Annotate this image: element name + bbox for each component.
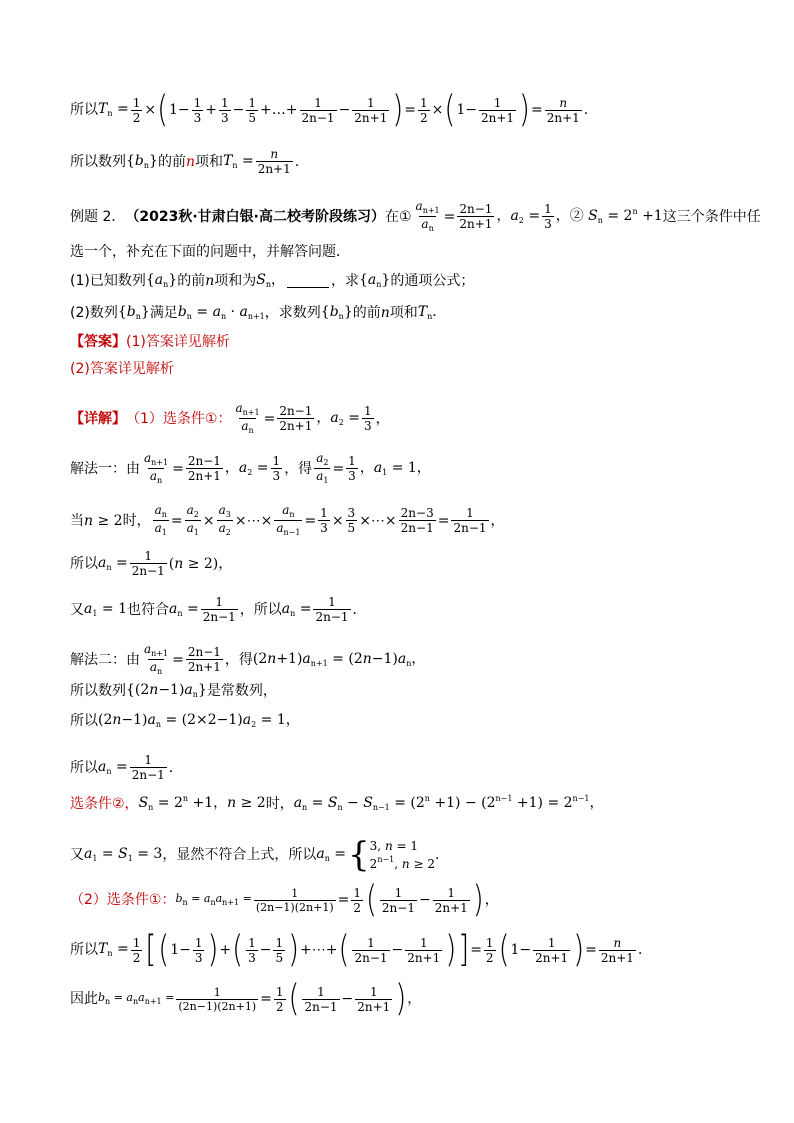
q2-e: 项和 — [389, 305, 418, 321]
so: 所以 — [70, 713, 98, 729]
fraction: $\frac{1}{2n+1}$ — [480, 95, 515, 125]
math-op: = — [437, 512, 450, 529]
const-seq-b: 是常数列， — [206, 683, 277, 699]
seq-an: $\{a_n\}$ — [145, 272, 178, 289]
fraction: $\frac{1}{2}$ — [132, 935, 141, 965]
fraction: $\frac{1}{2}$ — [420, 95, 428, 125]
math-op: × — [331, 512, 344, 529]
so: 所以 — [70, 942, 98, 958]
fraction: $\frac{1}{3}$ — [364, 404, 372, 433]
answer-2: (2)答案详见解析 — [70, 361, 174, 377]
fraction: $\frac{3}{5}$ — [347, 506, 356, 535]
fraction: $\frac{a_3}{a_2}$ — [218, 503, 231, 537]
math-an: $a_n$ = — [169, 600, 199, 618]
math-term: 1− — [169, 102, 190, 118]
fraction: $\frac{1}{2n+1}$ — [535, 935, 569, 965]
var-n: n — [205, 273, 215, 289]
math-term: 1− — [456, 102, 477, 118]
fraction: $\frac{n}{2n+1}$ — [257, 147, 291, 176]
q2-c: ，求数列 — [264, 305, 321, 321]
method-1-line — [70, 452, 734, 485]
math-op: − — [338, 102, 351, 118]
paren-left: ( — [338, 927, 350, 971]
seq-bn: $\{b_n\}$ — [320, 304, 353, 321]
so: 所以 — [70, 555, 98, 572]
fraction: $\frac{1}{3}$ — [320, 506, 328, 535]
result-line-3 — [70, 754, 734, 781]
math-op: = — [172, 460, 184, 477]
math-op: − — [259, 942, 272, 958]
text-n: n — [185, 153, 195, 170]
math-bn: $b_n = a_na_{n+1}$ = — [175, 892, 252, 907]
fraction: $\frac{2n-1}{2n+1}$ — [187, 454, 221, 483]
fraction: $\frac{1}{2n-1}$ — [301, 95, 335, 125]
bracket-left: [ — [145, 927, 157, 971]
fraction: $\frac{1}{5}$ — [248, 95, 257, 125]
q1-d: ，求 — [330, 273, 359, 289]
fraction: $\frac{1}{2}$ — [132, 95, 141, 125]
comma: ， — [490, 512, 505, 529]
question-2 — [70, 305, 734, 321]
fraction: $\frac{1}{(2n-1)(2n+1)}$ — [178, 985, 257, 1013]
fraction: $\frac{1}{2n-1}$ — [131, 753, 165, 782]
period: . — [294, 153, 300, 170]
answer-label: 【答案】 — [70, 334, 126, 350]
result-line-2 — [70, 596, 734, 623]
period: . — [583, 102, 589, 118]
cond2-not: ，显然不符合上式，所以 — [162, 847, 317, 863]
fraction: $\frac{1}{3}$ — [348, 454, 356, 483]
q2-d: 的前 — [352, 305, 381, 321]
math-diff: $a_n = S_n - S_{n-1} = (2^n +1) - (2^{n-1} +1) = 2^{n-1}$， — [293, 794, 604, 812]
fraction: $\frac{1}{2}$ — [275, 984, 284, 1014]
math-op: = — [337, 892, 350, 908]
math-tn: $T_n$ = — [98, 941, 129, 958]
math-op: ×⋯× — [234, 512, 273, 529]
math-op: = — [470, 942, 482, 958]
when-n2: 时， — [122, 512, 151, 529]
fraction: $\frac{1}{2n-1}$ — [381, 885, 415, 915]
fraction: $\frac{1}{2n-1}$ — [315, 595, 349, 624]
paren-left: ( — [158, 927, 170, 971]
answer-line-2 — [70, 362, 734, 376]
example-text-line — [70, 245, 734, 259]
method1-get: ，得 — [284, 460, 313, 477]
fraction: $\frac{1}{2}$ — [353, 885, 361, 915]
fraction: $\frac{n}{2n+1}$ — [546, 95, 580, 125]
fraction: $\frac{1}{2n+1}$ — [354, 95, 388, 125]
product-line — [70, 504, 734, 537]
math-op: = — [443, 208, 456, 225]
const-seq-line — [70, 683, 734, 699]
example-text-3: 选一个，补充在下面的问题中，并解答问题． — [70, 244, 350, 260]
fraction: $\frac{a_{n+1}}{a_n}$ — [144, 451, 169, 485]
fraction: $\frac{a_n}{a_{n-1}}$ — [276, 503, 301, 537]
math-op: − — [341, 991, 354, 1007]
sum-line — [70, 148, 734, 175]
so-comma: ，所以 — [239, 601, 282, 618]
example-text: 在① — [384, 208, 412, 225]
const-eval-line — [70, 713, 734, 729]
q1-a: (1)已知数列 — [70, 273, 146, 289]
math-op: + — [219, 942, 232, 958]
math-eval: $(2n-1)a_n = (2\times 2-1)a_2 = 1$， — [98, 712, 300, 729]
q1-e: 的通项公式； — [390, 273, 475, 289]
math-op: = — [172, 651, 184, 668]
math-tn: $T_n$ = — [223, 152, 254, 170]
math-op: +…+ — [260, 102, 298, 118]
math-an: $a_n$ = — [281, 600, 312, 618]
math-sn: $S_n$， — [256, 272, 285, 289]
fraction: $\frac{1}{2}$ — [485, 935, 494, 965]
const-seq-a: 所以数列 — [70, 683, 126, 699]
text-sum: 项和 — [195, 153, 223, 170]
math-op: = — [170, 512, 183, 529]
also: 又 — [70, 601, 84, 618]
paren-left: ( — [365, 877, 377, 921]
math-n-ge-2: n ≥ 2 — [84, 512, 123, 529]
math-a1-s1: $a_1 = S_1 = 3$ — [84, 846, 163, 863]
seq-an: $\{a_n\}$ — [358, 272, 391, 289]
example-source: （2023秋·甘肃白银·高二校考阶段练习） — [125, 208, 385, 225]
method1: 解法一：由 — [70, 460, 140, 477]
question-1 — [70, 273, 734, 289]
therefore: 因此 — [70, 991, 98, 1007]
period: ． — [637, 942, 652, 958]
fraction: $\frac{2n-1}{2n+1}$ — [187, 645, 221, 674]
math-op: = — [530, 102, 543, 118]
math-times: × — [144, 102, 157, 118]
text-so-seq: 所以数列 — [70, 153, 126, 170]
math-op: = — [332, 460, 345, 477]
comma: ， — [407, 991, 422, 1007]
brace-left: { — [348, 835, 370, 875]
fraction: $\frac{1}{5}$ — [275, 935, 284, 965]
seq-bn: $\{b_n\}$ — [117, 304, 150, 321]
fraction: $\frac{a_2}{a_1}$ — [316, 451, 329, 485]
math-cond2: ，② $S_n = 2^n +1$ — [555, 207, 663, 225]
q1-b: 的前 — [177, 273, 206, 289]
fraction: $\frac{1}{2n-1}$ — [131, 549, 165, 578]
so: 所以 — [70, 759, 98, 776]
formula-line-tn-1 — [70, 87, 734, 131]
math-op: − — [391, 942, 404, 958]
math-expr: $T_n$ = — [98, 101, 129, 118]
math-a1: $a_1 = 1$ — [84, 600, 127, 618]
fraction: $\frac{1}{2n+1}$ — [434, 885, 468, 915]
math-term: 1− — [510, 942, 532, 958]
seq-bn: $\{b_n\}$ — [126, 152, 158, 170]
math-an: $a_n$ = — [98, 554, 128, 572]
paren-right: ) — [207, 927, 219, 971]
blank-field — [287, 275, 329, 288]
comma: ， — [375, 410, 390, 427]
example-heading — [70, 199, 761, 233]
example-text-2: 这三个条件中任 — [662, 208, 761, 225]
fraction: $\frac{1}{3}$ — [272, 454, 281, 483]
fraction: $\frac{a_n}{a_1}$ — [154, 503, 167, 537]
fraction: $\frac{1}{2n-1}$ — [304, 984, 338, 1014]
fraction: $\frac{a_{n+1}}{a_n}$ — [235, 401, 260, 435]
q2-b: 满足 — [149, 305, 178, 321]
detail-label: 【详解】 — [70, 410, 126, 427]
math-an: $a_n$ = — [98, 758, 128, 776]
text-before: 的前 — [157, 153, 186, 170]
fraction: $\frac{1}{2n-1}$ — [202, 595, 236, 624]
paren-right: ) — [472, 877, 484, 921]
period: ． — [168, 759, 183, 776]
method2: 解法二：由 — [70, 651, 140, 668]
fraction: $\frac{1}{2n-1}$ — [354, 935, 388, 965]
paren-right: ) — [573, 927, 585, 971]
math-a1: ，$a_1 = 1$， — [359, 459, 431, 477]
therefore-line — [70, 976, 734, 1020]
math-op: = — [260, 991, 272, 1007]
paren-right: ) — [445, 927, 457, 971]
example-label: 例题 2． — [70, 208, 126, 225]
cond2-also: 又 — [70, 847, 84, 863]
math-op: = — [263, 410, 276, 427]
math-op: + — [205, 102, 218, 118]
fraction: $\frac{1}{3}$ — [193, 95, 202, 125]
bracket-right: ] — [458, 927, 470, 971]
detail-1: （1）选条件①： — [126, 410, 232, 427]
fraction: $\frac{1}{(2n-1)(2n+1)}$ — [255, 886, 334, 914]
piecewise — [348, 835, 435, 875]
fraction: $\frac{2n-1}{2n+1}$ — [459, 202, 493, 231]
text-so: 所以 — [70, 102, 98, 118]
when-n: 当 — [70, 512, 84, 529]
math-a2: ，$a_2$ = — [316, 409, 361, 427]
answer-line-1 — [70, 335, 734, 349]
paren-left: ( — [444, 87, 456, 131]
paren-left: ( — [288, 976, 300, 1020]
case-2: $2^{n-1}$, n ≥ 2 — [369, 854, 435, 871]
math-bn-def: $b_n = a_n \cdot a_{n+1}$ — [177, 304, 265, 321]
answer-1: (1)答案详见解析 — [126, 334, 230, 350]
detail-line — [70, 402, 734, 435]
paren-right: ) — [392, 87, 404, 131]
paren-left: ( — [498, 927, 510, 971]
math-cond: (n ≥ 2)， — [168, 555, 233, 572]
math-an: $a_n$ = — [316, 846, 347, 863]
result-line-1 — [70, 550, 734, 577]
period: ． — [352, 601, 367, 618]
math-op: = — [404, 102, 417, 118]
method2-get: ，得 — [224, 651, 253, 668]
math-sn: $S_n = 2^n +1$，n ≥ 2 — [138, 794, 266, 812]
cond2-line — [70, 795, 734, 812]
fraction: $\frac{2n-1}{2n+1}$ — [279, 404, 313, 433]
math-op: = — [304, 512, 317, 529]
math-a2: ，$a_2$ = — [224, 459, 269, 477]
cond2-when: 时， — [265, 795, 294, 812]
fraction: $\frac{2n-3}{2n-1}$ — [400, 506, 434, 535]
q2-a: (2)数列 — [70, 305, 118, 321]
fraction: $\frac{n}{2n+1}$ — [600, 935, 634, 965]
paren-right: ) — [395, 976, 407, 1020]
fraction: $\frac{1}{3}$ — [248, 935, 256, 965]
cond2: 选条件②， — [70, 795, 139, 812]
math-a2: ，$a_2$ = — [496, 207, 541, 225]
math-recur: $(2n+1)a_{n+1} = (2n-1)a_n$， — [252, 650, 426, 668]
math-times: × — [431, 102, 444, 118]
fraction: $\frac{a_{n+1}}{a_n}$ — [144, 642, 169, 676]
fraction: $\frac{1}{3}$ — [544, 202, 552, 231]
math-op: − — [418, 892, 431, 908]
math-op: ×⋯× — [359, 512, 397, 529]
math-bn: $b_n = a_na_{n+1}$ = — [98, 991, 175, 1006]
method-2-line — [70, 643, 734, 676]
fraction: $\frac{1}{3}$ — [194, 935, 203, 965]
math-term: 1− — [170, 942, 191, 958]
part2-line — [70, 877, 734, 921]
fraction: $\frac{1}{2n-1}$ — [453, 506, 487, 535]
math-op: × — [202, 512, 215, 529]
paren-left: ( — [232, 927, 244, 971]
period: . — [434, 847, 440, 863]
fraction: $\frac{1}{3}$ — [221, 95, 229, 125]
var-n: n — [380, 305, 390, 321]
paren-right: ) — [519, 87, 530, 131]
piecewise-rows — [370, 838, 435, 871]
math-op: = — [585, 942, 597, 958]
math-op: +⋯+ — [300, 942, 338, 958]
tn-line-2 — [70, 927, 734, 971]
comma: ， — [484, 892, 499, 908]
fraction: $\frac{a_2}{a_1}$ — [186, 503, 199, 537]
paren-right: ) — [288, 927, 300, 971]
fraction: $\frac{1}{2n+1}$ — [357, 984, 391, 1014]
fraction: $\frac{a_{n+1}}{a_n}$ — [415, 199, 440, 233]
fraction: $\frac{1}{2n+1}$ — [407, 935, 441, 965]
math-seq: $\{(2n-1)a_n\}$ — [126, 682, 207, 699]
q1-c: 项和为 — [214, 273, 257, 289]
cond2-also-line — [70, 835, 734, 875]
part2: （2）选条件①： — [70, 892, 176, 908]
paren-left: ( — [157, 87, 168, 131]
case-1: 3, n = 1 — [369, 839, 418, 854]
math-tn: $T_n$． — [417, 304, 447, 321]
math-op: − — [232, 102, 245, 118]
also-fits: 也符合 — [127, 601, 169, 618]
